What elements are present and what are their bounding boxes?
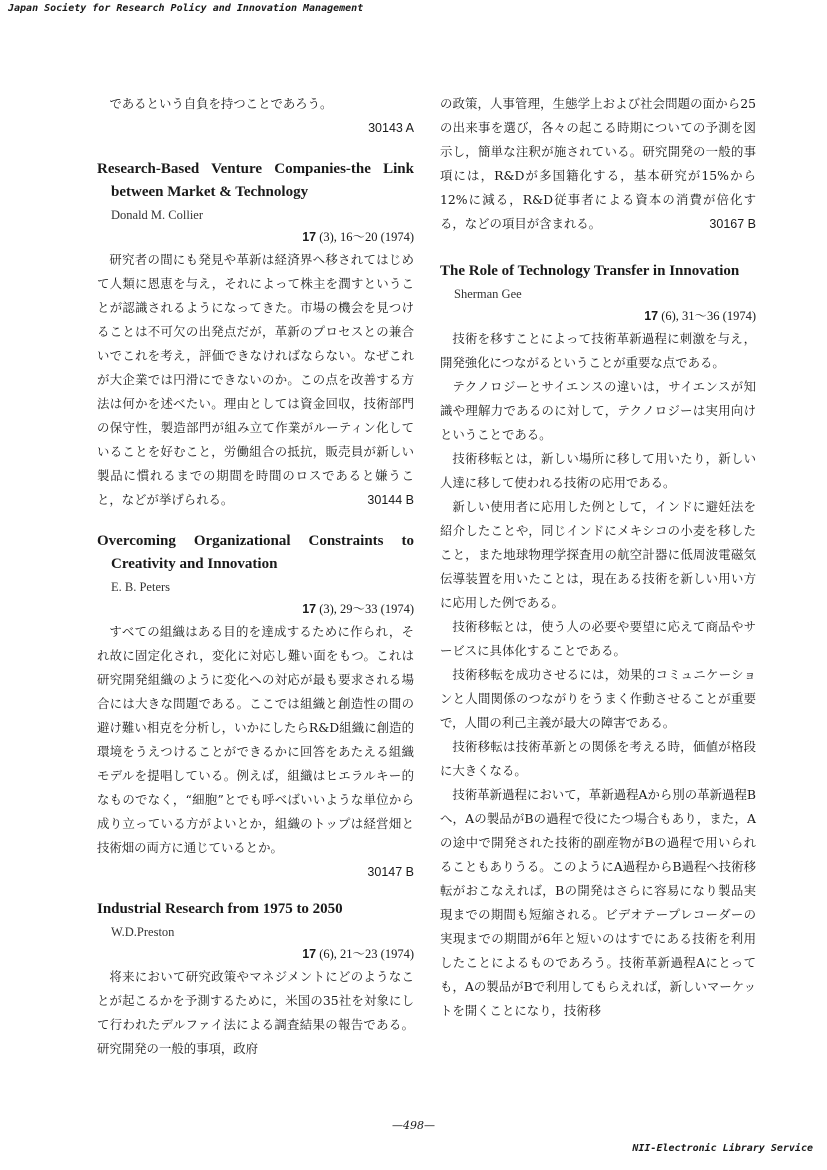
footer-service-name: NII-Electronic Library Service: [632, 1143, 813, 1154]
abstract-paragraph: 新しい使用者に応用した例として，インドに避妊法を紹介したことや，同じインドにメキシコの小麦を移したこと，また地球物理学探査用の航空計器に低周波電磁気伝導装置を用いたことは，現在ある技術を新しい用い方に応用した例である。: [440, 499, 756, 610]
citation-volume: 17: [644, 309, 659, 323]
abstract-paragraph: 技術を移すことによって技術革新過程に刺激を与え，開発強化につながるということが重要な点である。: [440, 331, 756, 370]
article-author: W.D.Preston: [111, 925, 175, 939]
article-citation: [97, 598, 414, 620]
header-society-name: Japan Society for Research Policy and Innovation Management: [8, 3, 364, 14]
abstract-id: 30143 A: [368, 121, 414, 135]
abstract-paragraph: 技術移転とは，新しい場所に移して用いたり，新しい人達に移して使われる技術の応用である。: [440, 451, 756, 490]
citation-issue-pages-year: (3), 29～33 (1974): [316, 602, 414, 616]
abstract-text: すべての組織はある目的を達成するために作られ，それ故に固定化され，変化に対応し難い面をもつ。これは研究開発組織のように変化への対応が最も要求される場合には大きな問題である。ここでは組織と創造性の間の避け難い相克を分析し，いかにしたらR&D組織に創造的環境をうえつけることができるかに回答をあたえる組織モデルを提唱している。例えば，組織はヒエラルキー的なものでなく，“細胞”とでも呼べばいいような単位から成り立っている方がよいとか，組織のトップは経営畑と技術畑の両方に通じているとか。: [97, 624, 414, 855]
citation-volume: 17: [302, 947, 317, 961]
article-abstract: [97, 248, 414, 512]
article-entry: [97, 898, 414, 1061]
article-entry: [440, 260, 756, 1023]
article-title: Industrial Research from 1975 to 2050: [97, 901, 343, 917]
citation-issue-pages-year: (6), 21～23 (1974): [316, 947, 414, 961]
article-author: Donald M. Collier: [111, 208, 204, 222]
abstract-paragraph: 技術移転は技術革新との関係を考える時，価値が格段に大きくなる。: [440, 739, 756, 778]
article-entry: [97, 530, 414, 884]
article-citation: [97, 226, 414, 248]
citation-volume: 17: [302, 230, 317, 244]
article-title: Research-Based Venture Companies-the Link between Market & Technology: [97, 161, 414, 200]
article-entry: [97, 158, 414, 512]
article-title: Overcoming Organizational Constraints to Creativity and Innovation: [97, 533, 414, 572]
abstract-paragraph: 技術革新過程において，革新過程Aから別の革新過程Bへ，Aの製品がBの過程で役にたつ場合もあり，また，Aの途中で開発された技術的副産物がBの過程で用いられることもありうる。このようにA過程からB過程へ技術移転がおこなえれば，Bの開発はさらに容易になり製品実現までの期間も短縮される。ビデオテープレコーダーの実現までの期間が6年と短いのはすでにある技術を利用したことによるものであろう。技術革新過程Aにとっても，Aの製品がBで利用してもらえれば，新しいマーケットを開くことになり，技術移: [440, 787, 756, 1018]
abstract-id: 30167 B: [709, 217, 756, 231]
abstract-text: 研究者の間にも発見や革新は経済界へ移されてはじめて人類に恩恵を与え，それによって株主を潤すということが認識されるようになってきた。市場の機会を見つけることは不可欠の出発点だが，革新のプロセスとの兼合いでこれを考え，評価できなければならない。なぜこれが大企業では円滑にできないのか。この点を改善する方法は何かを述べたい。理由としては資金回収，技術部門の保守性，製造部門が組み立て作業がルーティン化していることを好むこと，労働組合の抵抗，販売員が新しい製品に慣れるまでの期間を時間のロスであると嫌うこと，などが挙げられる。: [97, 252, 414, 507]
abstract-paragraph: 技術移転とは，使う人の必要や要望に応えて商品やサービスに具体化することである。: [440, 619, 756, 658]
abstract-id: 30144 B: [367, 493, 414, 507]
article-citation: [97, 943, 414, 965]
abstract-id: 30147 B: [367, 865, 414, 879]
article-author: E. B. Peters: [111, 580, 171, 594]
left-column: [97, 92, 414, 1061]
article-citation: [440, 305, 756, 327]
carryover-text: であるという自負を持つことであろう。: [109, 96, 333, 111]
carryover-abstract: [440, 92, 756, 236]
abstract-paragraph: 技術移転を成功させるには，効果的コミュニケーションと人間関係のつながりをうまく作動させることが重要で，人間の利己主義が最大の障害である。: [440, 667, 756, 730]
page-number: —498—: [392, 1119, 435, 1132]
carryover-text: の政策，人事管理，生態学上および社会問題の面から25の出来事を選び，各々の起こる時期についての予測を図示し，簡単な注釈が施されている。研究開発の一般的事項には，R&Dが多国籍化する，基本研究が15%から12%に減る，R&D従事者による資本の消費が倍化する，などの項目が含まれる。: [440, 96, 756, 231]
right-column: [440, 92, 756, 1023]
citation-issue-pages-year: (6), 31～36 (1974): [658, 309, 756, 323]
abstract-text: 将来において研究政策やマネジメントにどのようなことが起こるかを予測するために，米国の35社を対象にして行われたデルファイ法による調査結果の報告である。研究開発の一般的事項，政府: [97, 969, 414, 1056]
article-title: The Role of Technology Transfer in Innovation: [440, 263, 740, 279]
citation-issue-pages-year: (3), 16～20 (1974): [316, 230, 414, 244]
citation-volume: 17: [302, 602, 317, 616]
article-author: Sherman Gee: [454, 287, 522, 301]
abstract-paragraph: テクノロジーとサイエンスの違いは，サイエンスが知識や理解力であるのに対して，テクノロジーは実用向けということである。: [440, 379, 756, 442]
